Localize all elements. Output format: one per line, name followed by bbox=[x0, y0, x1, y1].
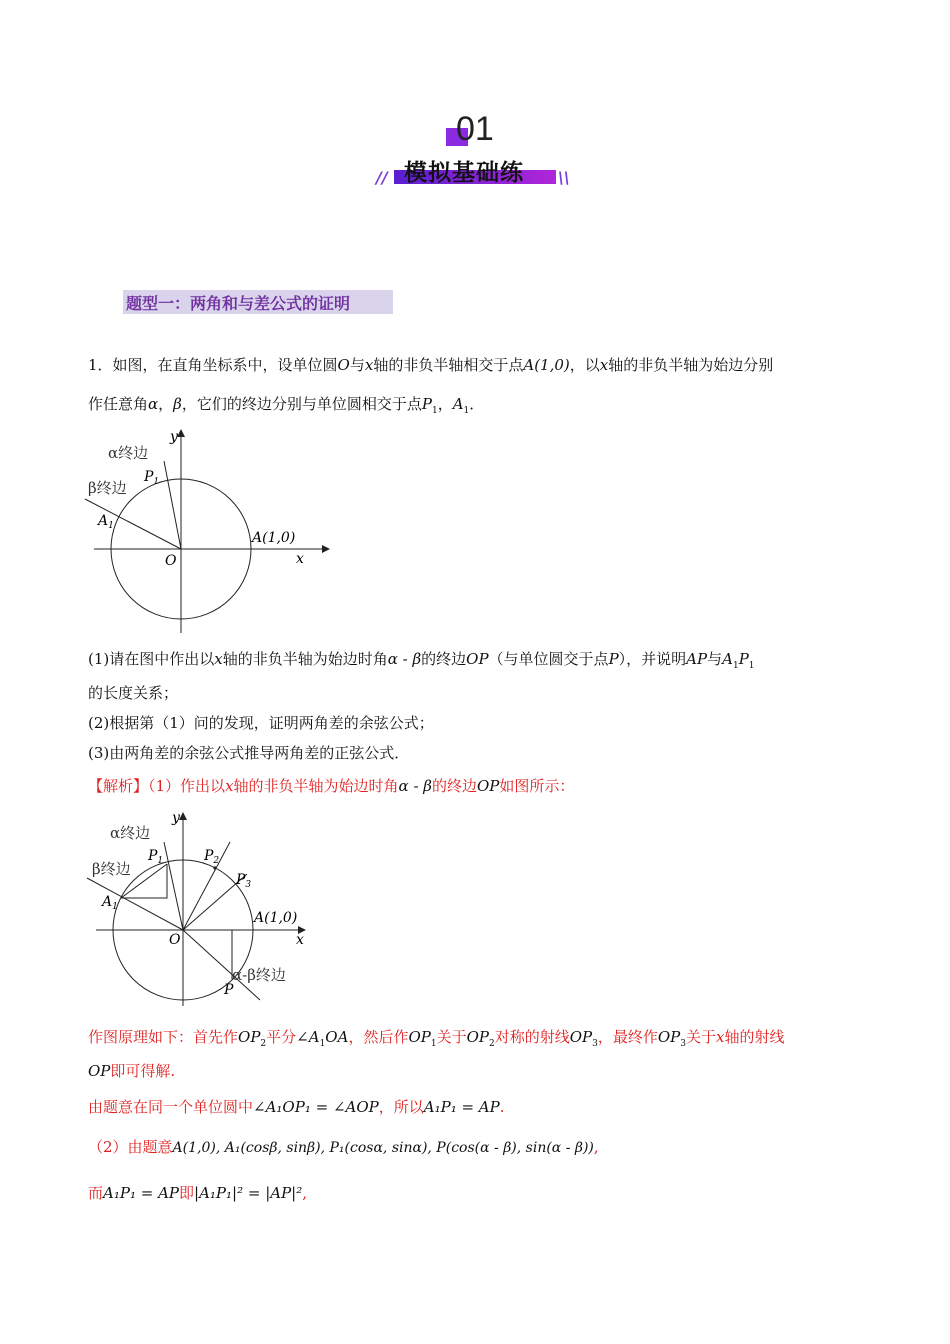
y-label: y bbox=[172, 810, 180, 826]
question-1-line-1: (1)请在图中作出以x轴的非负半轴为始边时角α - β的终边OP（与单位圆交于点P），并说明AP与$A_1P_1$ bbox=[88, 650, 755, 671]
point-a-label: A(1,0) bbox=[252, 530, 296, 546]
unit-circle-figure-1 bbox=[80, 425, 340, 640]
banner-left-slash: // bbox=[376, 168, 388, 187]
a1-label: $A_1$ bbox=[102, 894, 118, 912]
p3-label: $P_3$ bbox=[236, 872, 252, 890]
solution-tag: 【解析】 bbox=[88, 777, 149, 795]
explanation-line-5: 而A₁P₁ = AP即|A₁P₁|² = |AP|², bbox=[88, 1184, 308, 1202]
question-1-line-2: 的长度关系； bbox=[88, 684, 179, 702]
alpha-minus-beta-side bbox=[183, 930, 260, 1000]
solution-line-1: 【解析】（1）作出以x轴的非负半轴为始边时角α - β的终边OP如图所示： bbox=[88, 777, 575, 795]
x-label: x bbox=[296, 932, 304, 948]
p1-label: $P_1$ bbox=[144, 469, 160, 487]
question-3: (3)由两角差的余弦公式推导两角差的正弦公式． bbox=[88, 744, 410, 762]
banner-right-slash: \\ bbox=[558, 168, 570, 187]
unit-circle-figure-2 bbox=[82, 808, 322, 1008]
chapter-title: 模拟基础练 bbox=[404, 160, 524, 186]
beta-side-label: β终边 bbox=[92, 860, 131, 878]
alpha-side-label: α终边 bbox=[108, 444, 149, 462]
chapter-number: 01 bbox=[456, 110, 494, 148]
p2-label: $P_2$ bbox=[204, 848, 220, 866]
point-a-label: A(1,0) bbox=[523, 356, 570, 374]
problem-line-1: 1．如图，在直角坐标系中，设单位圆O与x轴的非负半轴相交于点A(1,0)，以x轴的非负半轴为始边分别 bbox=[88, 356, 774, 374]
diff-side-label: α-β终边 bbox=[232, 966, 286, 984]
x-label: x bbox=[296, 551, 304, 567]
p-label: P bbox=[224, 982, 234, 998]
point-a-label: A(1,0) bbox=[254, 910, 298, 926]
point-p2-dot bbox=[213, 866, 216, 869]
origin-label: O bbox=[169, 932, 181, 948]
problem-line-2: 作任意角α，β，它们的终边分别与单位圆相交于点$P_1$，$A_1$． bbox=[88, 395, 485, 416]
beta-side-label: β终边 bbox=[88, 479, 127, 497]
explanation-line-2: OP即可得解. bbox=[88, 1062, 176, 1080]
origin-label: O bbox=[165, 553, 177, 569]
question-2: (2)根据第（1）问的发现，证明两角差的余弦公式； bbox=[88, 714, 434, 732]
y-axis-arrow bbox=[179, 812, 187, 820]
p1-label: $P_1$ bbox=[148, 848, 164, 866]
alpha-terminal-side bbox=[164, 461, 181, 549]
explanation-line-4: （2）由题意A(1,0), A₁(cosβ, sinβ), P₁(cosα, sinα), P(cos(α - β), sin(α - β)), bbox=[88, 1138, 599, 1156]
a1-label: $A_1$ bbox=[98, 513, 114, 531]
section-heading: 题型一：两角和与差公式的证明 bbox=[126, 294, 351, 313]
x-axis-arrow bbox=[322, 545, 330, 553]
y-axis-arrow bbox=[177, 429, 185, 437]
explanation-line-3: 由题意在同一个单位圆中∠A₁OP₁ = ∠AOP，所以A₁P₁ = AP. bbox=[88, 1098, 505, 1116]
alpha-side-label: α终边 bbox=[110, 824, 151, 842]
y-label: y bbox=[170, 429, 178, 445]
explanation-line-1: 作图原理如下：首先作$OP_2$平分$\angle A_1OA$，然后作$OP_1$关于$OP_2$对称的射线$OP_3$，最终作$OP_3$关于x轴的射线 bbox=[88, 1028, 785, 1049]
